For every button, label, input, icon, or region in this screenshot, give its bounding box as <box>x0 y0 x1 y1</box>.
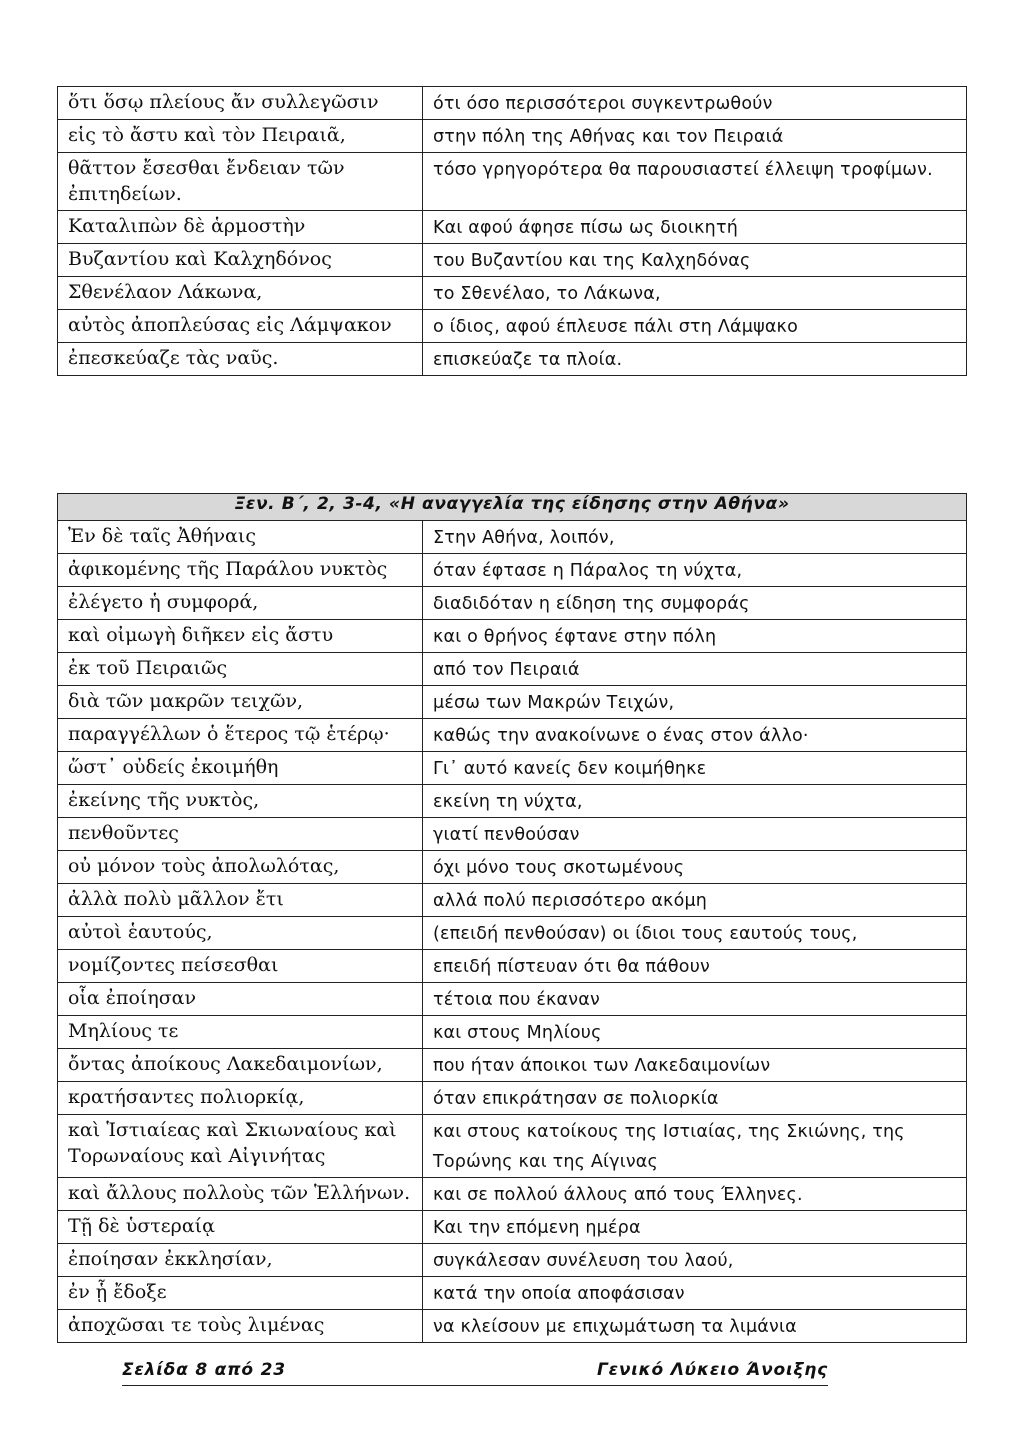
ancient-text-cell: οὐ μόνον τοὺς ἀπολωλότας, <box>58 851 423 884</box>
table-row <box>58 587 967 620</box>
table-row <box>58 1244 967 1277</box>
translation-cell: τόσο γρηγορότερα θα παρουσιαστεί έλλειψη τροφίμων. <box>423 153 967 211</box>
ancient-text-cell: ἀφικομένης τῆς Παράλου νυκτὸς <box>58 554 423 587</box>
ancient-text-cell: οἷα ἐποίησαν <box>58 983 423 1016</box>
table-row <box>58 1310 967 1343</box>
ancient-text-cell: ἐπεσκεύαζε τὰς ναῦς. <box>58 343 423 376</box>
translation-cell: γιατί πενθούσαν <box>423 818 967 851</box>
ancient-text-cell: διὰ τῶν μακρῶν τειχῶν, <box>58 686 423 719</box>
table-row <box>58 983 967 1016</box>
translation-cell: μέσω των Μακρών Τειχών, <box>423 686 967 719</box>
table-row <box>58 310 967 343</box>
table-row <box>58 851 967 884</box>
translation-cell: Και αφού άφησε πίσω ως διοικητή <box>423 211 967 244</box>
ancient-text-cell: θᾶττον ἔσεσθαι ἔνδειαν τῶν ἐπιτηδείων. <box>58 153 423 211</box>
translation-cell: και στους Μηλίους <box>423 1016 967 1049</box>
table-row <box>58 244 967 277</box>
ancient-text-cell: ἀλλὰ πολὺ μᾶλλον ἔτι <box>58 884 423 917</box>
table-row <box>58 211 967 244</box>
translation-cell: επισκεύαζε τα πλοία. <box>423 343 967 376</box>
translation-cell: επειδή πίστευαν ότι θα πάθουν <box>423 950 967 983</box>
translation-cell: αλλά πολύ περισσότερο ακόμη <box>423 884 967 917</box>
translation-cell: (επειδή πενθούσαν) οι ίδιοι τους εαυτούς τους, <box>423 917 967 950</box>
translation-cell: Στην Αθήνα, λοιπόν, <box>423 521 967 554</box>
ancient-text-cell: εἱς τὸ ἄστυ καὶ τὸν Πειραιᾶ, <box>58 120 423 153</box>
translation-cell: από τον Πειραιά <box>423 653 967 686</box>
ancient-text-cell: ἐποίησαν ἐκκλησίαν, <box>58 1244 423 1277</box>
ancient-text-cell: Τῇ δὲ ὑστεραίᾳ <box>58 1211 423 1244</box>
ancient-text-cell: ἐν ᾗ ἔδοξε <box>58 1277 423 1310</box>
table-row <box>58 719 967 752</box>
table-row <box>58 1082 967 1115</box>
ancient-text-cell: Βυζαντίου καὶ Καλχηδόνος <box>58 244 423 277</box>
translation-cell: του Βυζαντίου και της Καλχηδόνας <box>423 244 967 277</box>
translation-cell: ότι όσο περισσότεροι συγκεντρωθούν <box>423 87 967 120</box>
translation-cell: και στους κατοίκους της Ιστιαίας, της Σκιώνης, της Τορώνης και της Αίγινας <box>423 1115 967 1178</box>
ancient-text-cell: ὄντας ἀποίκους Λακεδαιμονίων, <box>58 1049 423 1082</box>
table-row <box>58 917 967 950</box>
translation-cell: στην πόλη της Αθήνας και τον Πειραιά <box>423 120 967 153</box>
translation-table-1 <box>57 86 967 376</box>
ancient-text-cell: ἀποχῶσαι τε τοὺς λιμένας <box>58 1310 423 1343</box>
translation-cell: Και την επόμενη ημέρα <box>423 1211 967 1244</box>
table-row <box>58 120 967 153</box>
translation-table-2-body <box>58 521 967 1343</box>
ancient-text-cell: καὶ οἰμωγὴ διῆκεν εἰς ἄστυ <box>58 620 423 653</box>
table-row <box>58 1178 967 1211</box>
ancient-text-cell: καὶ ἄλλους πολλοὺς τῶν Ἑλλήνων. <box>58 1178 423 1211</box>
table-row <box>58 1211 967 1244</box>
table-row <box>58 620 967 653</box>
table-row <box>58 521 967 554</box>
translation-cell: διαδιδόταν η είδηση της συμφοράς <box>423 587 967 620</box>
table-row <box>58 1049 967 1082</box>
translation-cell: και σε πολλού άλλους από τους Έλληνες. <box>423 1178 967 1211</box>
ancient-text-cell: Ἐν δὲ ταῖς Ἀθήναις <box>58 521 423 554</box>
table-row <box>58 785 967 818</box>
table-row <box>58 554 967 587</box>
ancient-text-cell: Μηλίους τε <box>58 1016 423 1049</box>
table-row <box>58 277 967 310</box>
translation-cell: κατά την οποία αποφάσισαν <box>423 1277 967 1310</box>
ancient-text-cell: ἐλέγετο ἡ συμφορά, <box>58 587 423 620</box>
translation-cell: εκείνη τη νύχτα, <box>423 785 967 818</box>
translation-table-2 <box>57 493 967 1343</box>
table-row <box>58 884 967 917</box>
ancient-text-cell: καὶ Ἱστιαίεας καὶ Σκιωναίους καὶ Τορωναίους καὶ Αἰγινήτας <box>58 1115 423 1178</box>
translation-cell: καθώς την ανακοίνωνε ο ένας στον άλλο· <box>423 719 967 752</box>
table-row <box>58 950 967 983</box>
table-row <box>58 1277 967 1310</box>
school-name: Γενικό Λύκειο Άνοιξης <box>596 1360 828 1380</box>
ancient-text-cell: κρατήσαντες πολιορκίᾳ, <box>58 1082 423 1115</box>
translation-cell: να κλείσουν με επιχωμάτωση τα λιμάνια <box>423 1310 967 1343</box>
table-heading-row <box>58 494 967 521</box>
translation-cell: ο ίδιος, αφού έπλευσε πάλι στη Λάμψακο <box>423 310 967 343</box>
ancient-text-cell: ἐκ τοῦ Πειραιῶς <box>58 653 423 686</box>
translation-table-1-body <box>58 87 967 376</box>
ancient-text-cell: πενθοῦντες <box>58 818 423 851</box>
translation-cell: τέτοια που έκαναν <box>423 983 967 1016</box>
translation-cell: και ο θρήνος έφτανε στην πόλη <box>423 620 967 653</box>
ancient-text-cell: νομίζοντες πείσεσθαι <box>58 950 423 983</box>
translation-cell: Γι᾽ αυτό κανείς δεν κοιμήθηκε <box>423 752 967 785</box>
ancient-text-cell: ἐκείνης τῆς νυκτὸς, <box>58 785 423 818</box>
table-row <box>58 686 967 719</box>
ancient-text-cell: ὥστ᾽ οὐδείς ἐκοιμήθη <box>58 752 423 785</box>
ancient-text-cell: αὐτὸς ἀποπλεύσας εἰς Λάμψακον <box>58 310 423 343</box>
translation-cell: το Σθενέλαο, το Λάκωνα, <box>423 277 967 310</box>
table-row <box>58 752 967 785</box>
footer-underline <box>122 1385 828 1386</box>
translation-cell: όταν επικράτησαν σε πολιορκία <box>423 1082 967 1115</box>
translation-cell: συγκάλεσαν συνέλευση του λαού, <box>423 1244 967 1277</box>
page-number: Σελίδα 8 από 23 <box>122 1360 286 1380</box>
translation-cell: όχι μόνο τους σκοτωμένους <box>423 851 967 884</box>
table-row <box>58 153 967 211</box>
section-heading: Ξεν. Β΄, 2, 3-4, «Η αναγγελία της είδησης στην Αθήνα» <box>58 494 967 521</box>
translation-cell: όταν έφτασε η Πάραλος τη νύχτα, <box>423 554 967 587</box>
table-row <box>58 653 967 686</box>
ancient-text-cell: αὐτοὶ ἑαυτούς, <box>58 917 423 950</box>
ancient-text-cell: Καταλιπὼν δὲ ἁρμοστὴν <box>58 211 423 244</box>
ancient-text-cell: παραγγέλλων ὁ ἕτερος τῷ ἑτέρῳ· <box>58 719 423 752</box>
table-row <box>58 87 967 120</box>
table-row <box>58 1115 967 1178</box>
table-row <box>58 818 967 851</box>
table-row <box>58 1016 967 1049</box>
translation-cell: που ήταν άποικοι των Λακεδαιμονίων <box>423 1049 967 1082</box>
ancient-text-cell: ὅτι ὅσῳ πλείους ἄν συλλεγῶσιν <box>58 87 423 120</box>
ancient-text-cell: Σθενέλαον Λάκωνα, <box>58 277 423 310</box>
table-row <box>58 343 967 376</box>
